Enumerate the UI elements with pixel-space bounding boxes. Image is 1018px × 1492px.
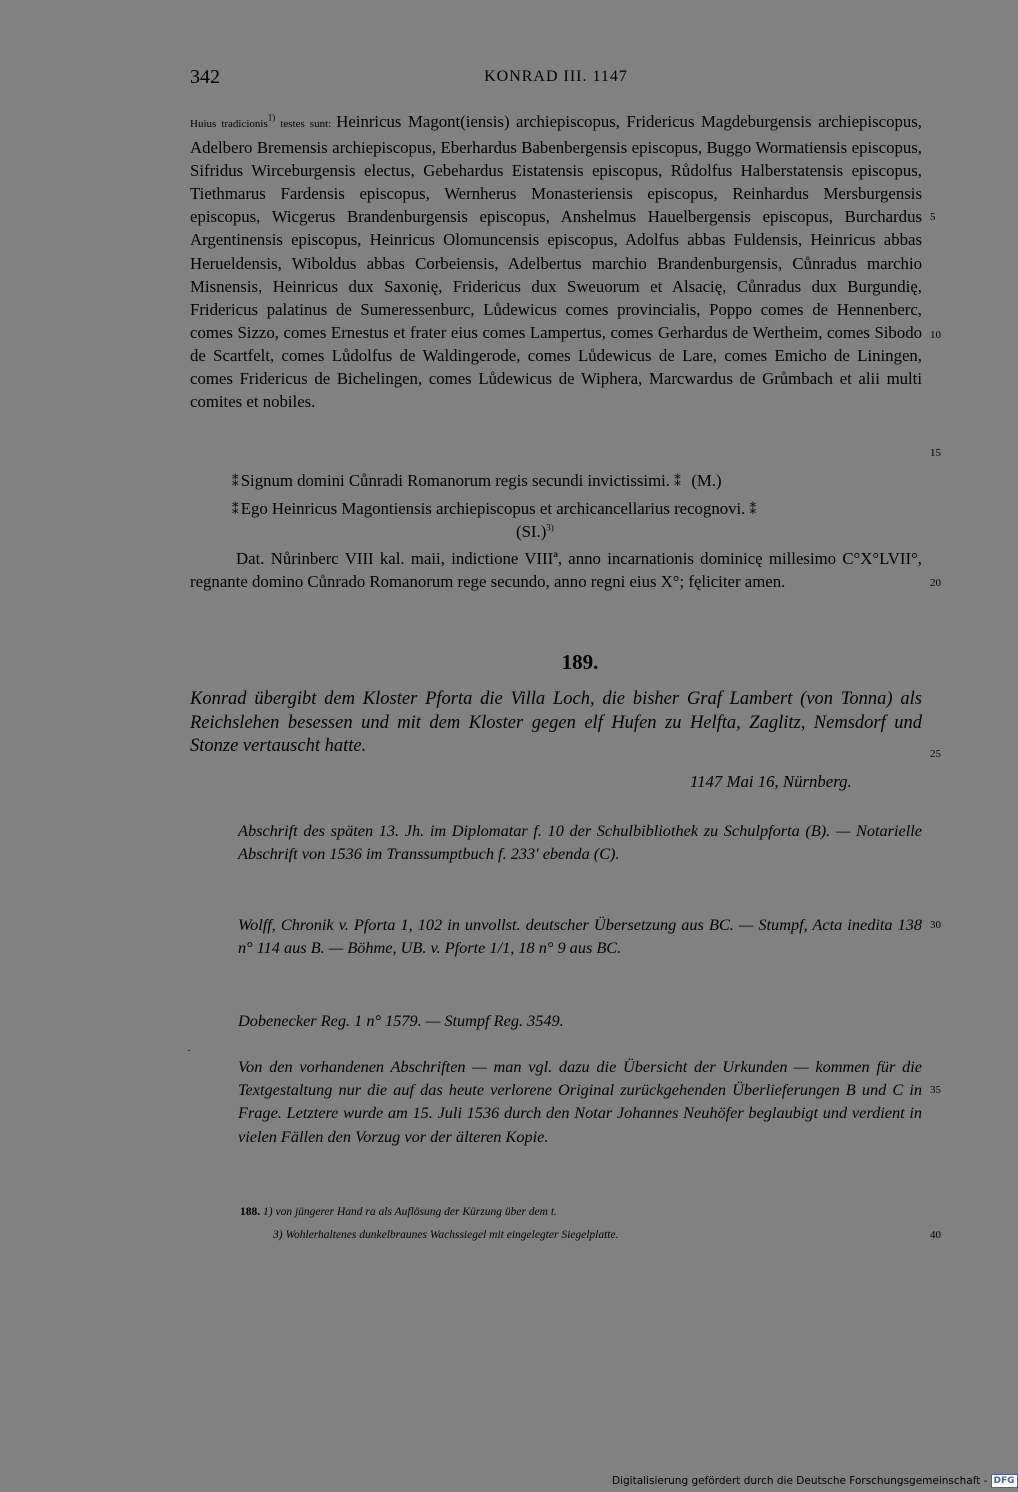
- footnote-text: Wohlerhaltenes dunkelbraunes Wachssiegel mit eingelegter Siegelplatte.: [285, 1229, 619, 1241]
- line-number: 25: [930, 748, 941, 760]
- scan-artifact: [188, 1050, 190, 1051]
- chancery-cross-icon: ⁑: [232, 502, 237, 517]
- line-number: 40: [930, 1229, 941, 1241]
- recognition-text: Ego Heinricus Magontiensis archiepiscopus et archicancellarius recognovi.: [240, 499, 746, 518]
- running-title: KONRAD III. 1147: [484, 68, 628, 85]
- line-number: 5: [930, 211, 936, 223]
- witness-lead-after: testes sunt:: [275, 118, 337, 130]
- dating-clause: Dat. Nůrinberc VIII kal. maii, indictione VIIIª, anno incarnationis dominicę millesimo C°X°LVII°, regnante domino Cůnrado Romanorum rege secundo, anno regni eius X°; fęliciter amen.: [190, 549, 922, 592]
- seal-line: [516, 520, 554, 543]
- regest: Konrad übergibt dem Kloster Pforta die Villa Loch, die bisher Graf Lambert (von Tonna) als Reichslehen besessen und mit dem Kloster gegen elf Hufen zu Helfta, Zaglitz, Nemsdorf und Stonze vertauscht hatte.: [190, 689, 922, 756]
- page-number: 342: [190, 66, 220, 88]
- signum-line: [232, 469, 722, 493]
- regesta-note: Dobenecker Reg. 1 n° 1579. — Stumpf Reg. 3549.: [238, 1011, 564, 1030]
- document-number: 189.: [561, 650, 599, 674]
- footnote-marker: 1): [263, 1206, 273, 1218]
- monogram-mark: (M.): [691, 471, 722, 490]
- digitization-credit: [612, 1474, 1018, 1488]
- remarks-note: Von den vorhandenen Abschriften — man vgl. dazu die Übersicht der Urkunden — kommen für die Textgestaltung nur die auf das heute verlorene Original zurückgehenden Überlieferungen B und C in Frage. Letztere wurde am 15. Juli 1536 durch den Notar Johannes Neuhöfer beglaubigt und verdient in vielen Fällen den Vorzug vor der älteren Kopie.: [238, 1057, 922, 1146]
- page-header: [190, 66, 922, 92]
- witness-lead: Huius tradicionis: [190, 118, 268, 130]
- line-number: 35: [930, 1084, 941, 1096]
- footnote-marker: 3): [546, 522, 554, 533]
- footnote-ref: 188.: [240, 1206, 261, 1218]
- line-number: 10: [930, 329, 941, 341]
- line-number: 30: [930, 919, 941, 931]
- line-number: 20: [930, 577, 941, 589]
- line-number: 15: [930, 447, 941, 459]
- footnote: [240, 1206, 557, 1218]
- monogram-cross-icon: ⁑: [674, 474, 679, 489]
- seal-mark: (SI.): [516, 522, 547, 541]
- witness-text: Heinricus Magont(iensis) archiepiscopus, Fridericus Magdeburgensis archiepiscopus, Adelbero Bremensis archiepiscopus, Eberhardus Babenbergensis episcopus, Buggo Wormatiensis episcopus, Sifridus Wirceburgensis electus, Gebehardus Eistatensis episcopus, Růdolfus Halberstatensis episcopus, Tiethmarus Fardensis episcopus, Wernherus Monasteriensis episcopus, Reinhardus Mersburgensis episcopus, Wicgerus Brandenburgensis episcopus, Anshelmus Hauelbergensis episcopus, Burchardus Argentinensis episcopus, Heinricus Olomuncensis episcopus, Adolfus abbas Fuldensis, Heinricus abbas Herueldensis, Wiboldus abbas Corbeiensis, Adelbertus marchio Brandenburgensis, Cůnradus marchio Misnensis, Heinricus dux Saxonię, Fridericus dux Sweuorum et Alsacię, Cůnradus dux Burgundię, Fridericus palatinus de Sumeressenburc, Lůdewicus comes provincialis, Poppo comes de Hennenberc, comes Sizzo, comes Ernestus et frater eius comes Lampertus, comes Gerhardus de Wertheim, comes Sibodo de Scartfelt, comes Lůdolfus de Waldingerode, comes Lůdewicus de Lare, comes Emicho de Liningen, comes Fridericus de Bichelingen, comes Lůdewicus de Wiphera, Marcwardus de Grůmbach et alii multi comites et nobiles.: [190, 112, 922, 412]
- footnote-text: von jüngerer Hand ra als Auflösung der Kürzung über dem t.: [275, 1206, 557, 1218]
- monogram-cross-icon: ⁑: [232, 474, 237, 489]
- recognition-line: [232, 497, 754, 521]
- witness-list: [190, 110, 922, 413]
- signum-text: Signum domini Cůnradi Romanorum regis secundi invictissimi.: [240, 471, 671, 490]
- witness-paragraph: [190, 110, 922, 413]
- editions-note: Wolff, Chronik v. Pforta 1, 102 in unvollst. deutscher Übersetzung aus BC. — Stumpf, Acta inedita 138 n° 114 aus B. — Böhme, UB. v. Pforte 1/1, 18 n° 9 aus BC.: [238, 915, 922, 958]
- footnote: [273, 1229, 618, 1241]
- transmission-note: Abschrift des späten 13. Jh. im Diplomatar f. 10 der Schulbibliothek zu Schulpforta (B). — Notarielle Abschrift von 1536 im Transsumptbuch f. 233' ebenda (C).: [238, 821, 922, 864]
- chancery-cross-icon: ⁑: [749, 502, 755, 517]
- date-place: 1147 Mai 16, Nürnberg.: [690, 772, 852, 791]
- footnote-marker: 3): [273, 1229, 283, 1241]
- credit-text: Digitalisierung gefördert durch die Deutsche Forschungsgemeinschaft -: [612, 1475, 988, 1487]
- footnote-marker: 1): [267, 112, 276, 123]
- dfg-logo[interactable]: DFG: [991, 1474, 1018, 1488]
